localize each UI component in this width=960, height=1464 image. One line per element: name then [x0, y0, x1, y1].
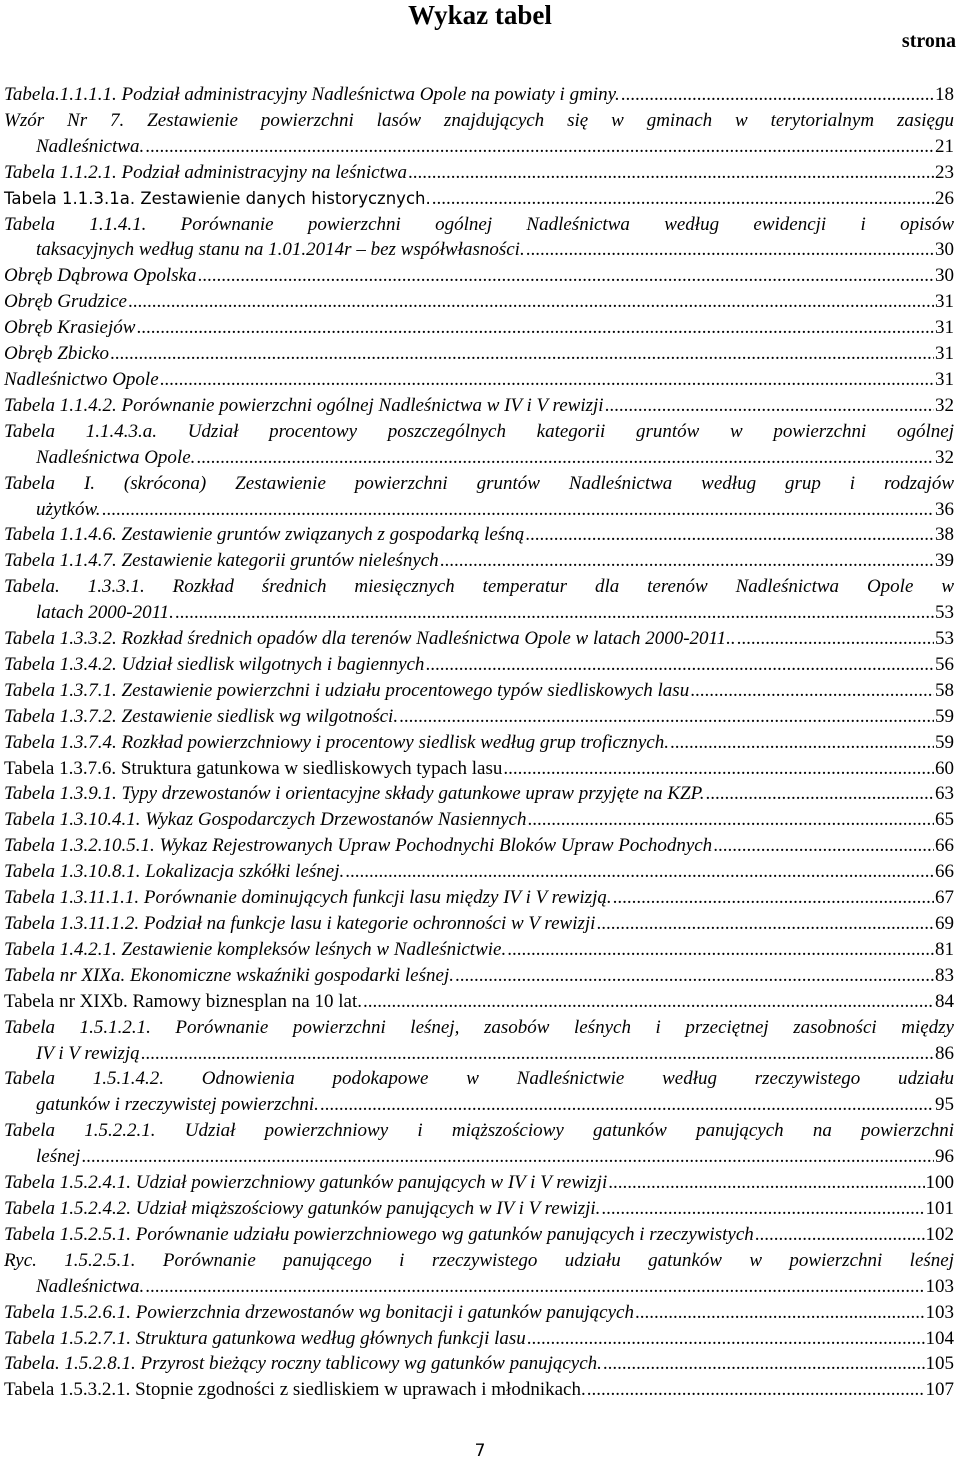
- dot-leader: [408, 160, 934, 186]
- toc-entry-title: Tabela 1.3.10.8.1. Lokalizacja szkółki leśnej.: [4, 861, 345, 883]
- toc-entry[interactable]: [4, 548, 954, 574]
- toc-entry[interactable]: [4, 1326, 954, 1352]
- toc-entry-title-continuation: taksacyjnych według stanu na 1.01.2014r – bez współwłasności.: [36, 239, 525, 261]
- toc-entry-page: 101: [925, 1197, 954, 1219]
- toc-entry-title: Tabela 1.1.4.2. Porównanie powierzchni ogólnej Nadleśnictwa w IV i V rewizji: [4, 394, 604, 416]
- toc-entry-title: Tabela I. (skrócona) Zestawienie powierzchni gruntów Nadleśnictwa według grup i rodzajów: [4, 472, 954, 494]
- dot-leader: [690, 678, 934, 704]
- dot-leader: [160, 367, 934, 393]
- toc-entry-page: 53: [935, 602, 954, 624]
- dot-leader: [507, 937, 934, 963]
- toc-entry-title: Tabela 1.5.2.7.1. Struktura gatunkowa według głównych funkcji lasu: [4, 1327, 526, 1349]
- page-title: Wykaz tabel: [408, 0, 552, 30]
- toc-entry-page: 32: [935, 394, 954, 416]
- toc-entry[interactable]: [4, 1015, 954, 1067]
- toc-entry-title: Tabela 1.3.7.2. Zestawienie siedlisk wg wilgotności.: [4, 705, 399, 727]
- toc-entry-page: 31: [935, 368, 954, 390]
- toc-entry-page: 36: [935, 498, 954, 520]
- page-number: 7: [474, 1441, 486, 1461]
- toc-entry-page: 59: [935, 731, 954, 753]
- dot-leader: [102, 497, 934, 523]
- toc-entry-page: 58: [935, 679, 954, 701]
- toc-entry-title: Tabela 1.3.10.4.1. Wykaz Gospodarczych Drzewostanów Nasiennych: [4, 809, 527, 831]
- dot-leader: [503, 756, 934, 782]
- toc-entry[interactable]: [4, 781, 954, 807]
- toc-entry[interactable]: [4, 937, 954, 963]
- dot-leader: [141, 1041, 934, 1067]
- toc-entry-page: 38: [935, 524, 954, 546]
- toc-entry-page: 31: [935, 343, 954, 365]
- toc-entry-title: Tabela. 1.3.3.1. Rozkład średnich miesięcznych temperatur dla terenów Nadleśnictwa Opole w: [4, 576, 954, 598]
- toc-entry[interactable]: [4, 393, 954, 419]
- toc-entry-page: 60: [935, 757, 954, 779]
- dot-leader: [136, 315, 934, 341]
- dot-leader: [526, 237, 934, 263]
- toc-entry-page: 96: [935, 1146, 954, 1168]
- toc-entry-page: 67: [935, 887, 954, 909]
- toc-entry-page: 30: [935, 239, 954, 261]
- toc-entry[interactable]: [4, 963, 954, 989]
- toc-entry-page: 30: [935, 265, 954, 287]
- toc-entry[interactable]: [4, 911, 954, 937]
- toc-entry[interactable]: [4, 833, 954, 859]
- dot-leader: [601, 1196, 924, 1222]
- toc-entry-page: 86: [935, 1042, 954, 1064]
- toc-entry-page: 100: [925, 1172, 954, 1194]
- toc-entry-page: 83: [935, 964, 954, 986]
- toc-entry[interactable]: [4, 1118, 954, 1170]
- toc-entry-title: Nadleśnictwo Opole: [4, 368, 159, 390]
- toc-entry-title-continuation: Nadleśnictwa.: [36, 1275, 145, 1297]
- toc-entry-page: 31: [935, 291, 954, 313]
- toc-entry[interactable]: [4, 186, 954, 212]
- toc-entry[interactable]: [4, 419, 954, 471]
- toc-entry-title: Tabela 1.5.2.4.1. Udział powierzchniowy gatunków panujących w IV i V rewizji: [4, 1172, 608, 1194]
- toc-entry-title: Tabela 1.1.3.1a. Zestawienie danych historycznych.: [4, 188, 431, 208]
- toc-entry-title: Tabela 1.1.4.1. Porównanie powierzchni ogólnej Nadleśnictwa według ewidencji i opisów: [4, 213, 954, 235]
- dot-leader: [81, 1144, 934, 1170]
- toc-entry-title-continuation: latach 2000-2011.: [36, 602, 174, 624]
- dot-leader: [670, 730, 934, 756]
- toc-entry-title: Tabela 1.5.3.2.1. Stopnie zgodności z siedliskiem w uprawach i młodnikach.: [4, 1379, 586, 1401]
- dot-leader: [425, 652, 934, 678]
- toc-entry[interactable]: [4, 1248, 954, 1300]
- dot-leader: [605, 393, 934, 419]
- toc-entry-page: 21: [935, 135, 954, 157]
- toc-entry[interactable]: [4, 108, 954, 160]
- dot-leader: [713, 833, 934, 859]
- dot-leader: [737, 626, 934, 652]
- toc-entry[interactable]: [4, 82, 954, 108]
- dot-leader: [175, 600, 934, 626]
- toc-entry[interactable]: [4, 289, 954, 315]
- toc-entry-title: Wzór Nr 7. Zestawienie powierzchni lasów znajdujących się w gminach w terytorialnym zasięgu: [4, 109, 954, 131]
- toc-entry-page: 104: [925, 1327, 954, 1349]
- toc-entry[interactable]: [4, 1351, 954, 1377]
- dot-leader: [525, 522, 934, 548]
- toc-entry[interactable]: [4, 1170, 954, 1196]
- toc-entry-title: Tabela 1.3.3.2. Rozkład średnich opadów dla terenów Nadleśnictwa Opole w latach 2000-2011..: [4, 628, 736, 650]
- toc-entry-page: 18: [935, 84, 954, 105]
- toc-entry-title: Tabela 1.3.7.4. Rozkład powierzchniowy i procentowy siedlisk według grup troficznych.: [4, 731, 669, 753]
- toc-entry[interactable]: [4, 263, 954, 289]
- toc-entry-page: 26: [935, 187, 954, 209]
- toc-entry-page: 103: [925, 1275, 954, 1297]
- toc-entry[interactable]: [4, 730, 954, 756]
- dot-leader: [603, 1351, 925, 1377]
- dot-leader: [755, 1222, 925, 1248]
- toc-entry-page: 23: [935, 161, 954, 183]
- dot-leader: [706, 781, 934, 807]
- toc-entry[interactable]: [4, 704, 954, 730]
- toc-entry[interactable]: [4, 522, 954, 548]
- toc-entry-title: Tabela.1.1.1.1. Podział administracyjny Nadleśnictwa Opole na powiaty i gminy.: [4, 84, 620, 105]
- toc-entry-title: Obręb Dąbrowa Opolska: [4, 265, 197, 287]
- toc-entry-title-continuation: IV i V rewizją: [36, 1042, 140, 1064]
- dot-leader: [432, 186, 934, 212]
- dot-leader: [399, 704, 934, 730]
- toc-entry-page: 103: [925, 1301, 954, 1323]
- toc-entry-title: Tabela 1.3.11.1.2. Podział na funkcje lasu i kategorie ochronności w V rewizji: [4, 913, 596, 934]
- dot-leader: [145, 1274, 924, 1300]
- toc-entry[interactable]: [4, 1377, 954, 1403]
- toc-entry[interactable]: [4, 989, 954, 1015]
- toc-entry-page: 102: [925, 1223, 954, 1245]
- toc-entry-page: 31: [935, 317, 954, 339]
- dot-leader: [320, 1092, 934, 1118]
- toc-entry-title: Tabela. 1.5.2.8.1. Przyrost bieżący roczny tablicowy wg gatunków panujących.: [4, 1353, 602, 1375]
- toc-entry-title-continuation: leśnej: [36, 1146, 81, 1168]
- toc-entry-page: 105: [925, 1353, 954, 1375]
- toc-entry-title: Tabela 1.5.1.2.1. Porównanie powierzchni leśnej, zasobów leśnych i przeciętnej zasobności między: [4, 1016, 954, 1038]
- dot-leader: [587, 1377, 925, 1403]
- toc-entry[interactable]: [4, 1222, 954, 1248]
- toc-entry[interactable]: [4, 341, 954, 367]
- dot-leader: [455, 963, 934, 989]
- toc-entry-title: Tabela 1.5.2.5.1. Porównanie udziału powierzchniowego wg gatunków panujących i rzeczywistych: [4, 1223, 754, 1245]
- dot-leader: [345, 859, 934, 885]
- toc-entry[interactable]: [4, 626, 954, 652]
- toc-entry-page: 39: [935, 550, 954, 572]
- toc-entry[interactable]: [4, 678, 954, 704]
- toc-entry-title: Tabela 1.1.4.7. Zestawienie kategorii gruntów nieleśnych: [4, 550, 439, 572]
- toc-entry[interactable]: [4, 471, 954, 523]
- toc-entry-page: 66: [935, 835, 954, 857]
- toc-entry-title: Tabela nr XIXb. Ramowy biznesplan na 10 lat.: [4, 990, 362, 1012]
- toc-entry[interactable]: [4, 1300, 954, 1326]
- toc-entry-page: 81: [935, 938, 954, 960]
- toc-entry-title: Tabela 1.4.2.1. Zestawienie kompleksów leśnych w Nadleśnictwie.: [4, 938, 507, 960]
- dot-leader: [145, 134, 934, 160]
- toc-entry-page: 63: [935, 783, 954, 805]
- dot-leader: [527, 1326, 925, 1352]
- dot-leader: [613, 885, 934, 911]
- toc-entry-title-continuation: Nadleśnictwa.: [36, 135, 145, 157]
- dot-leader: [197, 263, 934, 289]
- dot-leader: [440, 548, 934, 574]
- toc-entry[interactable]: [4, 160, 954, 186]
- toc-entry[interactable]: [4, 652, 954, 678]
- toc-entry[interactable]: [4, 1066, 954, 1118]
- toc-entry-title: Tabela 1.3.9.1. Typy drzewostanów i orientacyjne składy gatunkowe upraw przyjęte na KZP.: [4, 783, 705, 805]
- toc-entry-title: Tabela nr XIXa. Ekonomiczne wskaźniki gospodarki leśnej.: [4, 964, 454, 986]
- toc-entry-page: 66: [935, 861, 954, 883]
- dot-leader: [128, 289, 934, 315]
- toc-entry-title-continuation: Nadleśnictwa Opole.: [36, 446, 196, 468]
- toc-entry-title: Tabela 1.3.7.1. Zestawienie powierzchni i udziału procentowego typów siedliskowych lasu: [4, 679, 690, 701]
- toc-entry-page: 53: [935, 628, 954, 650]
- toc-entry-title: Obręb Zbicko: [4, 343, 110, 365]
- toc-entry-title: Tabela 1.1.2.1. Podział administracyjny na leśnictwa: [4, 161, 408, 183]
- toc-entry-title: Tabela 1.5.2.2.1. Udział powierzchniowy i miąższościowy gatunków panujących na powierzchni: [4, 1120, 954, 1142]
- toc-entry-title: Tabela 1.1.4.3.a. Udział procentowy poszczególnych kategorii gruntów w powierzchni ogólnej: [4, 420, 954, 442]
- toc-entry-page: 32: [935, 446, 954, 468]
- page-column-label: strona: [901, 30, 956, 52]
- toc-entry[interactable]: [4, 1196, 954, 1222]
- toc-entry-title: Obręb Krasiejów: [4, 317, 136, 339]
- toc-entry[interactable]: [4, 807, 954, 833]
- toc-entry-page: 107: [925, 1379, 954, 1401]
- toc-entry[interactable]: [4, 315, 954, 341]
- toc-entry-title: Tabela 1.1.4.6. Zestawienie gruntów związanych z gospodarką leśną: [4, 524, 525, 546]
- dot-leader: [621, 82, 934, 108]
- toc-entry-title: Tabela 1.3.7.6. Struktura gatunkowa w siedliskowych typach lasu: [4, 757, 503, 779]
- dot-leader: [363, 989, 934, 1015]
- dot-leader: [596, 911, 934, 937]
- toc-entry-title: Tabela 1.3.11.1.1. Porównanie dominujących funkcji lasu między IV i V rewizją.: [4, 887, 612, 909]
- toc-entry[interactable]: [4, 212, 954, 264]
- toc-entry[interactable]: [4, 367, 954, 393]
- toc-entry-page: 65: [935, 809, 954, 831]
- toc-entry[interactable]: [4, 574, 954, 626]
- toc-entry-title-continuation: użytków.: [36, 498, 101, 520]
- toc-entry-page: 95: [935, 1094, 954, 1116]
- dot-leader: [635, 1300, 925, 1326]
- toc-entry-page: 84: [935, 990, 954, 1012]
- toc-entry[interactable]: [4, 756, 954, 782]
- toc-entry-page: 59: [935, 705, 954, 727]
- dot-leader: [527, 807, 934, 833]
- toc-entry-title: Obręb Grudzice: [4, 291, 127, 313]
- toc-entry-title: Tabela 1.3.2.10.5.1. Wykaz Rejestrowanych Upraw Pochodnychi Bloków Upraw Pochodnych: [4, 835, 713, 857]
- toc-entry-page: 56: [935, 653, 954, 675]
- toc-entry-title: Tabela 1.5.2.6.1. Powierzchnia drzewostanów wg bonitacji i gatunków panujących: [4, 1301, 634, 1323]
- toc-entry-page: 69: [935, 913, 954, 934]
- table-of-contents: [4, 82, 954, 1403]
- dot-leader: [196, 445, 934, 471]
- toc-entry-title: Tabela 1.5.2.4.2. Udział miąższościowy gatunków panujących w IV i V rewizji.: [4, 1197, 601, 1219]
- toc-entry-title-continuation: gatunków i rzeczywistej powierzchni.: [36, 1094, 319, 1116]
- dot-leader: [110, 341, 934, 367]
- toc-entry[interactable]: [4, 859, 954, 885]
- toc-entry-title: Tabela 1.3.4.2. Udział siedlisk wilgotnych i bagiennych: [4, 653, 425, 675]
- toc-entry-title: Ryc. 1.5.2.5.1. Porównanie panującego i rzeczywistego udziału gatunków w powierzchni leśnej: [4, 1249, 954, 1271]
- toc-entry-title: Tabela 1.5.1.4.2. Odnowienia podokapowe w Nadleśnictwie według rzeczywistego udziału: [4, 1068, 954, 1090]
- dot-leader: [608, 1170, 924, 1196]
- toc-entry[interactable]: [4, 885, 954, 911]
